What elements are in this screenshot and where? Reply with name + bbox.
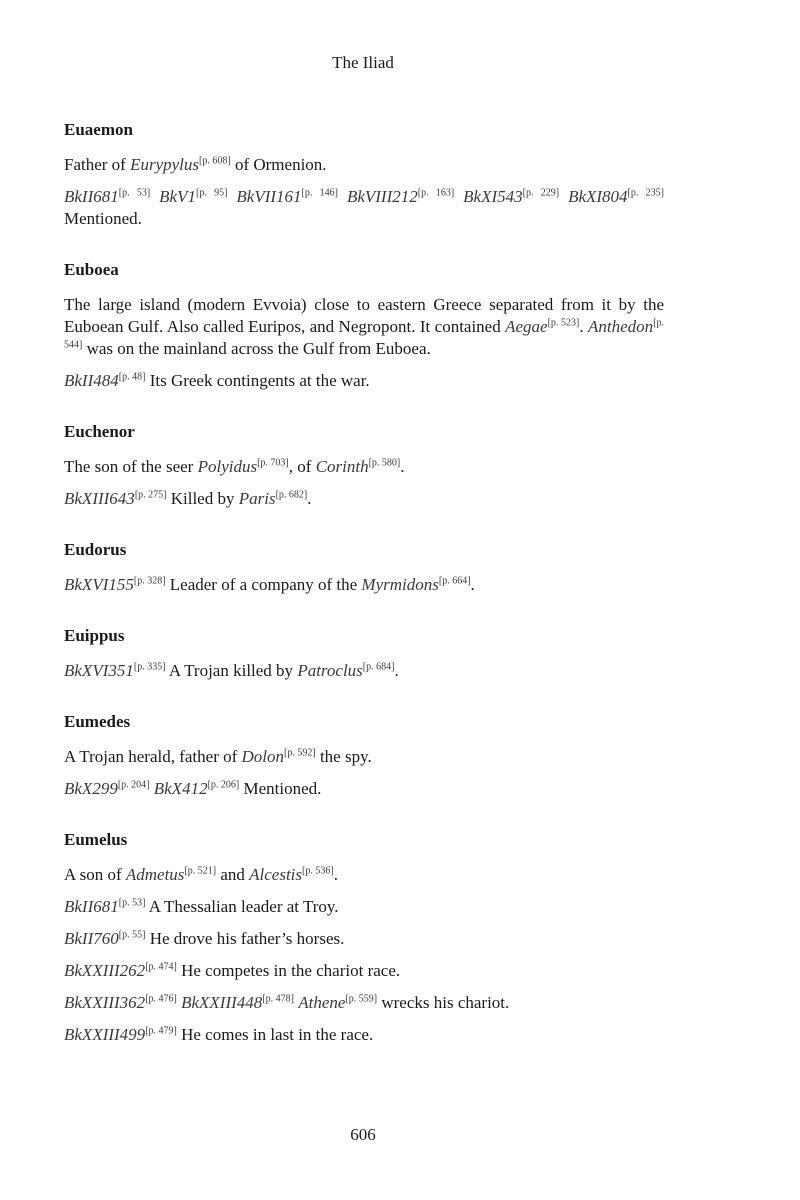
cross-reference-link[interactable]: Aegae bbox=[505, 317, 548, 336]
entry-paragraph bbox=[64, 154, 664, 176]
text-run: A son of bbox=[64, 865, 126, 884]
entry-heading: Eudorus bbox=[64, 540, 127, 559]
page-marker: [p. 229] bbox=[522, 187, 560, 199]
glossary-entry bbox=[64, 120, 664, 230]
text-run: A Trojan killed by bbox=[165, 661, 298, 680]
text-run: the spy. bbox=[315, 747, 372, 766]
book-reference-link[interactable]: BkXI804 bbox=[568, 187, 628, 206]
entry-paragraph bbox=[64, 928, 664, 950]
book-reference-link[interactable]: BkVIII212 bbox=[346, 187, 418, 206]
text-run: wrecks his chariot. bbox=[377, 993, 510, 1012]
text-run: of Ormenion. bbox=[230, 155, 327, 174]
entry-paragraph bbox=[64, 294, 664, 360]
entry-paragraph bbox=[64, 1024, 664, 1046]
entry-heading: Eumelus bbox=[64, 830, 128, 849]
page-marker: [p. 476] bbox=[145, 993, 177, 1005]
text-run: and bbox=[216, 865, 250, 884]
cross-reference-link[interactable]: Anthedon bbox=[588, 317, 654, 336]
page-marker: [p. 684] bbox=[362, 661, 395, 673]
entry-paragraph bbox=[64, 992, 664, 1014]
entry-heading: Euboea bbox=[64, 260, 119, 279]
entry-paragraph bbox=[64, 574, 664, 596]
page-marker: [p. 536] bbox=[302, 865, 334, 877]
entry-heading: Euippus bbox=[64, 626, 125, 645]
text-run: He competes in the chariot race. bbox=[176, 961, 401, 980]
cross-reference-link[interactable]: Paris bbox=[238, 489, 276, 508]
text-run: He drove his father’s horses. bbox=[145, 929, 345, 948]
cross-reference-link[interactable]: Athene bbox=[298, 993, 346, 1012]
text-run: Father of bbox=[64, 155, 131, 174]
page-marker: [p. 523] bbox=[547, 317, 580, 329]
text-run: The son of the seer bbox=[64, 457, 198, 476]
cross-reference-link[interactable]: Corinth bbox=[315, 457, 369, 476]
book-reference-link[interactable]: BkXXIII262 bbox=[64, 961, 146, 980]
page-marker: [p. 580] bbox=[368, 457, 401, 469]
text-run: Its Greek contingents at the war. bbox=[145, 371, 370, 390]
cross-reference-link[interactable]: Eurypylus bbox=[130, 155, 200, 174]
entry-heading: Euchenor bbox=[64, 422, 135, 441]
entry-paragraph bbox=[64, 746, 664, 768]
text-run: . bbox=[400, 457, 405, 476]
text-run: Leader of a company of the bbox=[165, 575, 362, 594]
text-run: A Trojan herald, father of bbox=[64, 747, 242, 766]
glossary-content bbox=[64, 120, 664, 1076]
book-reference-link[interactable]: BkX412 bbox=[153, 779, 208, 798]
text-run: Killed by bbox=[166, 489, 239, 508]
text-run bbox=[454, 187, 463, 206]
page-marker: [p. 478] bbox=[262, 993, 294, 1005]
text-run: . bbox=[307, 489, 312, 508]
cross-reference-link[interactable]: Patroclus bbox=[297, 661, 363, 680]
text-run: was on the mainland across the Gulf from Euboea. bbox=[82, 339, 431, 358]
entry-paragraph bbox=[64, 488, 664, 510]
glossary-entry bbox=[64, 712, 664, 800]
text-run: He comes in last in the race. bbox=[176, 1025, 374, 1044]
book-reference-link[interactable]: BkXVI351 bbox=[64, 661, 134, 680]
text-run bbox=[559, 187, 568, 206]
entry-heading: Eumedes bbox=[64, 712, 131, 731]
entry-paragraph bbox=[64, 370, 664, 392]
page-marker: [p. 206] bbox=[207, 779, 240, 791]
entry-paragraph bbox=[64, 660, 664, 682]
glossary-entry bbox=[64, 830, 664, 1046]
entry-paragraph bbox=[64, 864, 664, 886]
page-marker: [p. 521] bbox=[184, 865, 217, 877]
entry-paragraph bbox=[64, 186, 664, 230]
page-marker: [p. 664] bbox=[438, 575, 471, 587]
page-marker: [p. 703] bbox=[257, 457, 289, 469]
glossary-entry bbox=[64, 540, 664, 596]
page-marker: [p. 328] bbox=[133, 575, 166, 587]
page-number: 606 bbox=[350, 1125, 376, 1144]
text-run: . bbox=[333, 865, 338, 884]
text-run: The large island (modern Evvoia) close to eastern Greece separated from it by the Euboean Gulf. Also called Euripos, and Negropont. It contained bbox=[64, 295, 664, 336]
text-run bbox=[338, 187, 347, 206]
book-reference-link[interactable]: BkXXIII499 bbox=[64, 1025, 146, 1044]
book-reference-link[interactable]: BkV1 bbox=[159, 187, 196, 206]
book-reference-link[interactable]: BkXI543 bbox=[463, 187, 523, 206]
text-run: Mentioned. bbox=[239, 779, 322, 798]
glossary-entry bbox=[64, 626, 664, 682]
page-marker: [p. 682] bbox=[275, 489, 308, 501]
book-reference-link[interactable]: BkXXIII448 bbox=[181, 993, 263, 1012]
entry-paragraph bbox=[64, 896, 664, 918]
page-marker: [p. 592] bbox=[284, 747, 316, 759]
entry-paragraph bbox=[64, 778, 664, 800]
text-run: . bbox=[394, 661, 399, 680]
running-head: The Iliad bbox=[332, 53, 394, 72]
entry-paragraph bbox=[64, 456, 664, 478]
page-marker: [p. 163] bbox=[417, 187, 455, 199]
text-run: A Thessalian leader at Troy. bbox=[145, 897, 339, 916]
cross-reference-link[interactable]: Alcestis bbox=[249, 865, 303, 884]
glossary-entry bbox=[64, 422, 664, 510]
page-marker: [p. 474] bbox=[145, 961, 177, 973]
text-run bbox=[150, 187, 159, 206]
entry-paragraph bbox=[64, 960, 664, 982]
cross-reference-link[interactable]: Polyidus bbox=[197, 457, 258, 476]
page-marker: [p. 559] bbox=[345, 993, 378, 1005]
text-run: , of bbox=[288, 457, 316, 476]
book-reference-link[interactable]: BkII484 bbox=[64, 371, 119, 390]
book-reference-link[interactable]: BkII681 bbox=[64, 897, 119, 916]
page-marker: [p. 48] bbox=[118, 371, 146, 383]
page-marker: [p. 275] bbox=[134, 489, 167, 501]
page-marker: [p. 235] bbox=[627, 187, 664, 199]
book-reference-link[interactable]: BkXIII643 bbox=[64, 489, 135, 508]
cross-reference-link[interactable]: Admetus bbox=[125, 865, 185, 884]
page-marker: [p. 204] bbox=[117, 779, 150, 791]
text-run: Mentioned. bbox=[64, 209, 142, 228]
cross-reference-link[interactable]: Myrmidons bbox=[361, 575, 439, 594]
entry-heading: Euaemon bbox=[64, 120, 133, 139]
cross-reference-link[interactable]: Dolon bbox=[241, 747, 285, 766]
page-marker: [p. 53] bbox=[118, 897, 146, 909]
page-marker: [p. 608] bbox=[199, 155, 231, 167]
page-marker: [p. 335] bbox=[133, 661, 166, 673]
book-reference-link[interactable]: BkVII161 bbox=[236, 187, 302, 206]
page-marker: [p. 55] bbox=[118, 929, 146, 941]
page-marker: [p. 479] bbox=[145, 1025, 177, 1037]
book-reference-link[interactable]: BkII681 bbox=[64, 187, 119, 206]
book-reference-link[interactable]: BkII760 bbox=[64, 929, 119, 948]
book-reference-link[interactable]: BkX299 bbox=[64, 779, 118, 798]
book-reference-link[interactable]: BkXXIII362 bbox=[64, 993, 146, 1012]
page-marker: [p. 544] bbox=[64, 317, 665, 351]
page-marker: [p. 53] bbox=[118, 187, 151, 199]
book-reference-link[interactable]: BkXVI155 bbox=[64, 575, 134, 594]
text-run: . bbox=[579, 317, 589, 336]
page-marker: [p. 146] bbox=[301, 187, 338, 199]
glossary-entry bbox=[64, 260, 664, 392]
text-run: . bbox=[470, 575, 475, 594]
page-marker: [p. 95] bbox=[196, 187, 228, 199]
